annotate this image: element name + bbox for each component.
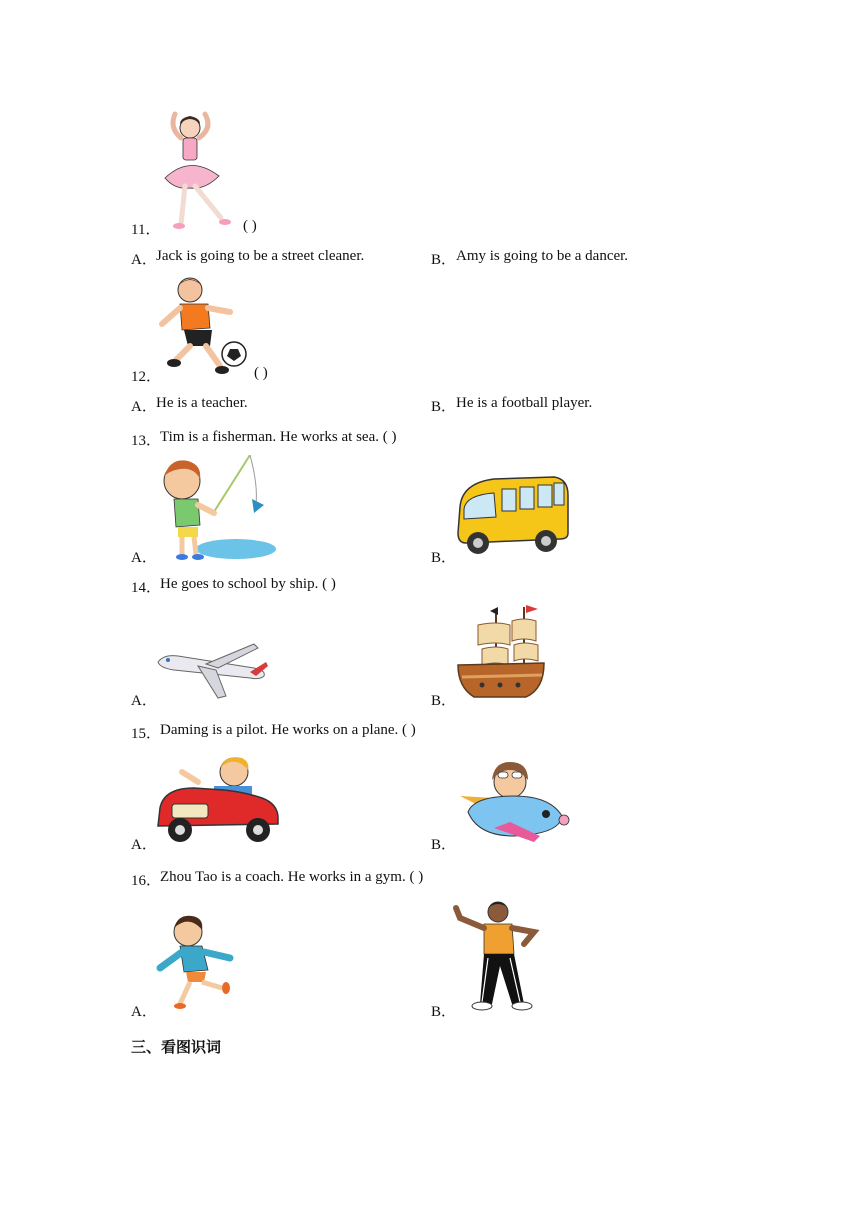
question-stem: Tim is a fisherman. He works at sea. ( ) [160, 429, 397, 445]
boy-running-image [154, 914, 242, 1012]
option-label: A． [131, 252, 157, 268]
option-label: B． [431, 399, 457, 415]
option-label: B． [431, 693, 457, 709]
option-text: Amy is going to be a dancer. [456, 248, 629, 264]
option-label: B． [431, 837, 457, 853]
option-label: B． [431, 252, 457, 268]
football-boy-image [158, 274, 250, 378]
option-text: Jack is going to be a street cleaner. [156, 248, 365, 264]
option-label: B． [431, 1004, 457, 1020]
question-number: 11． [131, 222, 161, 238]
option-text: He is a teacher. [156, 395, 248, 411]
question-number: 15． [131, 726, 162, 742]
option-label: A． [131, 693, 157, 709]
pilot-plane-image [454, 756, 572, 846]
ballet-dancer-image [155, 106, 245, 231]
boy-driving-car-image [154, 752, 282, 846]
option-label: A． [131, 837, 157, 853]
airplane-image [154, 638, 270, 702]
boy-fishing-image [154, 455, 280, 563]
yellow-bus-image [454, 473, 572, 559]
option-label: A． [131, 1004, 157, 1020]
question-stem: Zhou Tao is a coach. He works in a gym. ( ) [160, 869, 424, 885]
answer-blank: ( ) [243, 218, 257, 234]
question-stem: Daming is a pilot. He works on a plane. ( ) [160, 722, 416, 738]
question-number: 16． [131, 873, 162, 889]
man-coach-image [452, 900, 542, 1012]
question-stem: He goes to school by ship. ( ) [160, 576, 336, 592]
question-number: 13． [131, 433, 162, 449]
option-text: He is a football player. [456, 395, 593, 411]
option-label: A． [131, 399, 157, 415]
answer-blank: ( ) [254, 365, 268, 381]
section-heading: 三、看图识词 [131, 1038, 222, 1056]
sailing-ship-image [452, 603, 550, 703]
question-number: 12． [131, 369, 162, 385]
option-label: A． [131, 550, 157, 566]
question-number: 14． [131, 580, 162, 596]
option-label: B． [431, 550, 457, 566]
